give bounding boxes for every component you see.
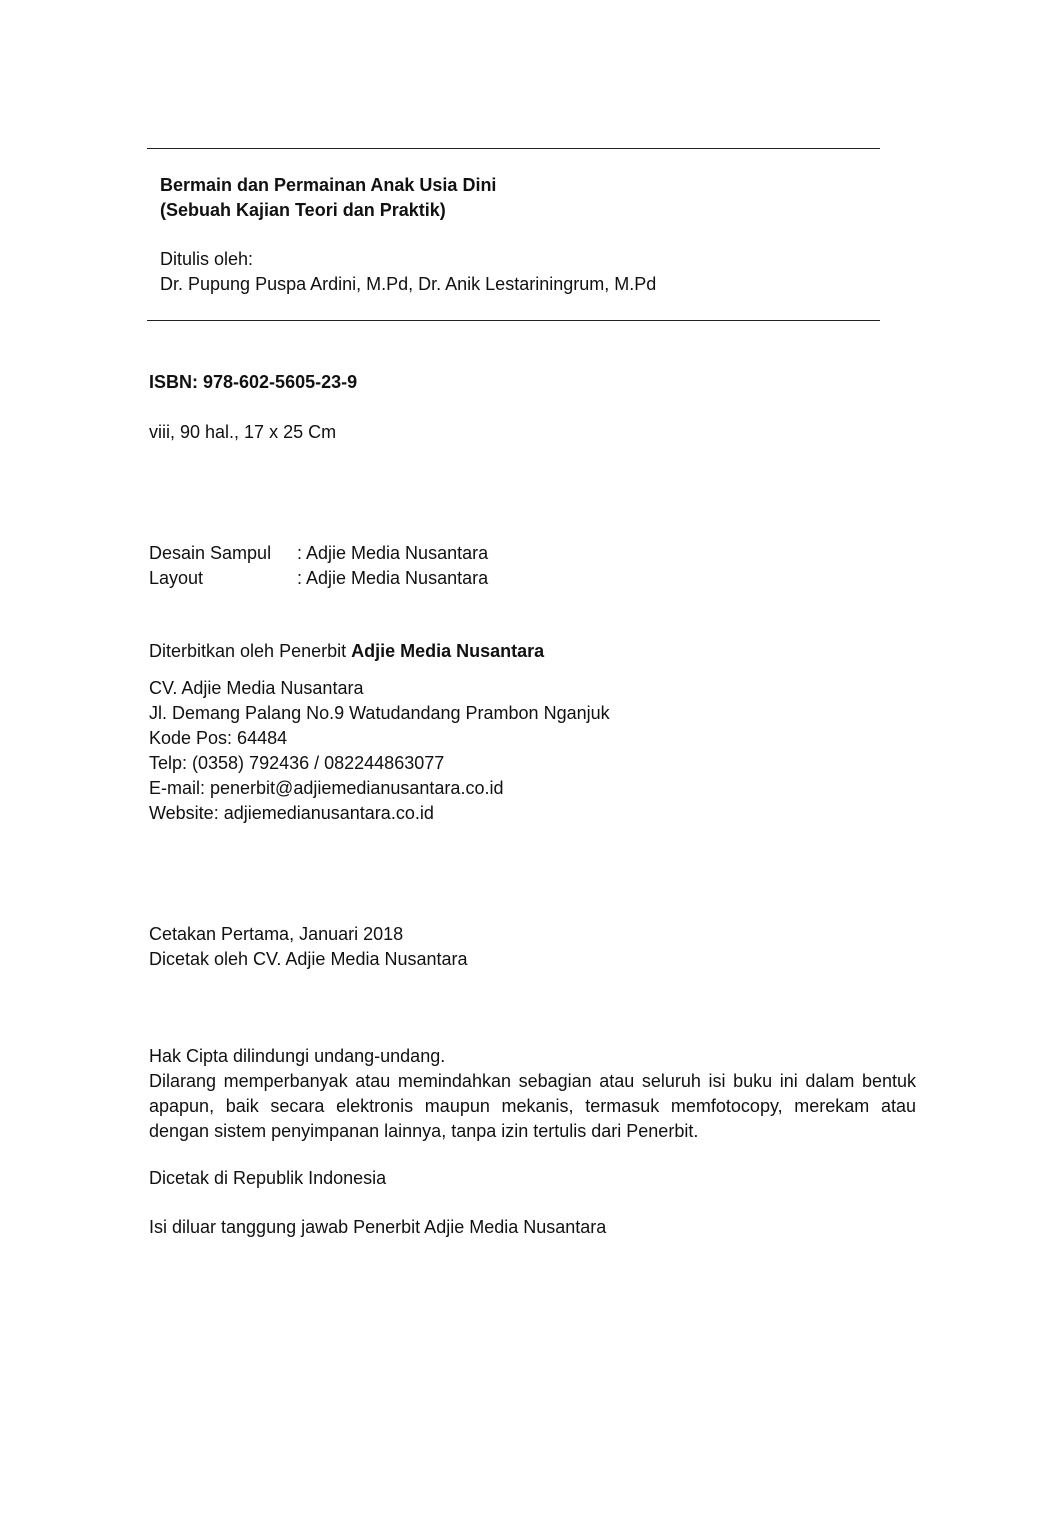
- authors-names: Dr. Pupung Puspa Ardini, M.Pd, Dr. Anik Lestariningrum, M.Pd: [160, 274, 657, 294]
- credit-label: Desain Sampul: [149, 543, 272, 563]
- isbn: ISBN: 978-602-5605-23-9: [149, 372, 358, 392]
- authors: [160, 247, 880, 297]
- credit-label: Layout: [149, 568, 204, 588]
- authors-label: Ditulis oleh:: [160, 249, 254, 269]
- copyright-notice: [149, 1044, 916, 1144]
- address-email: E-mail: penerbit@adjiemedianusantara.co.id: [149, 778, 504, 798]
- credit-row-layout: [149, 566, 488, 591]
- publisher-address: [149, 676, 610, 826]
- address-phone: Telp: (0358) 792436 / 082244863077: [149, 753, 445, 773]
- copyright-heading: Hak Cipta dilindungi undang-undang.: [149, 1046, 446, 1066]
- address-street: Jl. Demang Palang No.9 Watudandang Prambon Nganjuk: [149, 703, 610, 723]
- address-company: CV. Adjie Media Nusantara: [149, 678, 364, 698]
- publisher-name: Adjie Media Nusantara: [351, 641, 545, 661]
- printing-info: [149, 922, 468, 972]
- address-website: Website: adjiemedianusantara.co.id: [149, 803, 434, 823]
- book-title-subtitle: (Sebuah Kajian Teori dan Praktik): [160, 200, 446, 220]
- top-divider: [147, 148, 880, 149]
- disclaimer: Isi diluar tanggung jawab Penerbit Adjie Media Nusantara: [149, 1217, 607, 1237]
- credit-value: : Adjie Media Nusantara: [297, 568, 489, 588]
- page-count-and-size: viii, 90 hal., 17 x 25 Cm: [149, 422, 337, 442]
- publisher-line: [149, 639, 544, 664]
- bottom-divider: [147, 320, 880, 321]
- publisher-prefix: Diterbitkan oleh Penerbit: [149, 641, 352, 661]
- address-postal-code: Kode Pos: 64484: [149, 728, 288, 748]
- credits: [149, 541, 488, 591]
- book-title: [160, 173, 880, 223]
- printing-printer: Dicetak oleh CV. Adjie Media Nusantara: [149, 949, 468, 969]
- copyright-text: Dilarang memperbanyak atau memindahkan sebagian atau seluruh isi buku ini dalam bentuk apapun, baik secara elektronis maupun mekanis, termasuk memfotocopy, merekam atau dengan sistem penyimpanan lainnya, tanpa izin tertulis dari Penerbit.: [149, 1071, 916, 1141]
- credit-row-cover-design: [149, 541, 488, 566]
- printed-in: Dicetak di Republik Indonesia: [149, 1168, 387, 1188]
- printing-edition: Cetakan Pertama, Januari 2018: [149, 924, 404, 944]
- credit-value: : Adjie Media Nusantara: [297, 543, 489, 563]
- book-title-main: Bermain dan Permainan Anak Usia Dini: [160, 175, 497, 195]
